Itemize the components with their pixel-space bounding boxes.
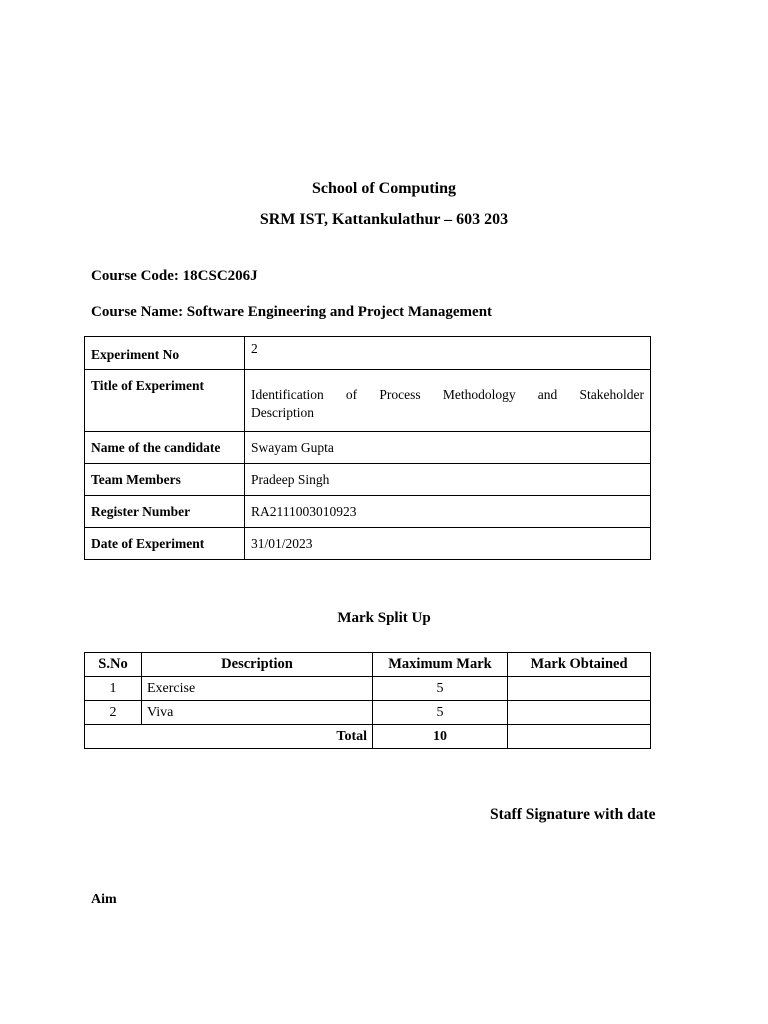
experiment-no-value: 2: [245, 337, 651, 370]
row-mark-obtained: [508, 701, 651, 725]
candidate-name-value: Swayam Gupta: [245, 432, 651, 464]
header-sno: S.No: [85, 653, 142, 677]
campus-address: SRM IST, Kattankulathur – 603 203: [259, 211, 509, 228]
mark-split-title: Mark Split Up: [337, 610, 431, 626]
table-row: [85, 464, 651, 496]
row-maximum-mark: 5: [373, 677, 508, 701]
team-members-label: Team Members: [85, 464, 245, 496]
row-sno: 2: [85, 701, 142, 725]
table-row: [85, 370, 651, 432]
header-mark-obtained: Mark Obtained: [508, 653, 651, 677]
date-of-experiment-value: 31/01/2023: [245, 528, 651, 560]
date-of-experiment-label: Date of Experiment: [85, 528, 245, 560]
row-mark-obtained: [508, 677, 651, 701]
register-number-label: Register Number: [85, 496, 245, 528]
row-description: Exercise: [142, 677, 373, 701]
experiment-no-label: Experiment No: [85, 337, 245, 370]
staff-signature-label: Staff Signature with date: [490, 806, 656, 823]
total-row: [85, 725, 651, 749]
title-of-experiment-label: Title of Experiment: [85, 370, 245, 432]
table-header-row: [85, 653, 651, 677]
total-obtained: [508, 725, 651, 749]
course-name: Course Name: Software Engineering and Project Management: [91, 304, 493, 320]
experiment-info-table: [84, 336, 651, 560]
total-label: Total: [85, 725, 373, 749]
table-row: [85, 432, 651, 464]
total-value: 10: [373, 725, 508, 749]
register-number-value: RA2111003010923: [245, 496, 651, 528]
table-row: [85, 337, 651, 370]
row-description: Viva: [142, 701, 373, 725]
aim-heading: Aim: [91, 892, 117, 907]
team-members-value: Pradeep Singh: [245, 464, 651, 496]
row-sno: 1: [85, 677, 142, 701]
title-of-experiment-value: Identification of Process Methodology and Stakeholder Description: [245, 370, 651, 432]
school-name: School of Computing: [311, 180, 457, 197]
row-maximum-mark: 5: [373, 701, 508, 725]
table-row: [85, 496, 651, 528]
mark-split-table: [84, 652, 651, 749]
table-row: [85, 677, 651, 701]
candidate-name-label: Name of the candidate: [85, 432, 245, 464]
table-row: [85, 701, 651, 725]
table-row: [85, 528, 651, 560]
header-maximum-mark: Maximum Mark: [373, 653, 508, 677]
course-code: Course Code: 18CSC206J: [91, 268, 258, 284]
header-description: Description: [142, 653, 373, 677]
